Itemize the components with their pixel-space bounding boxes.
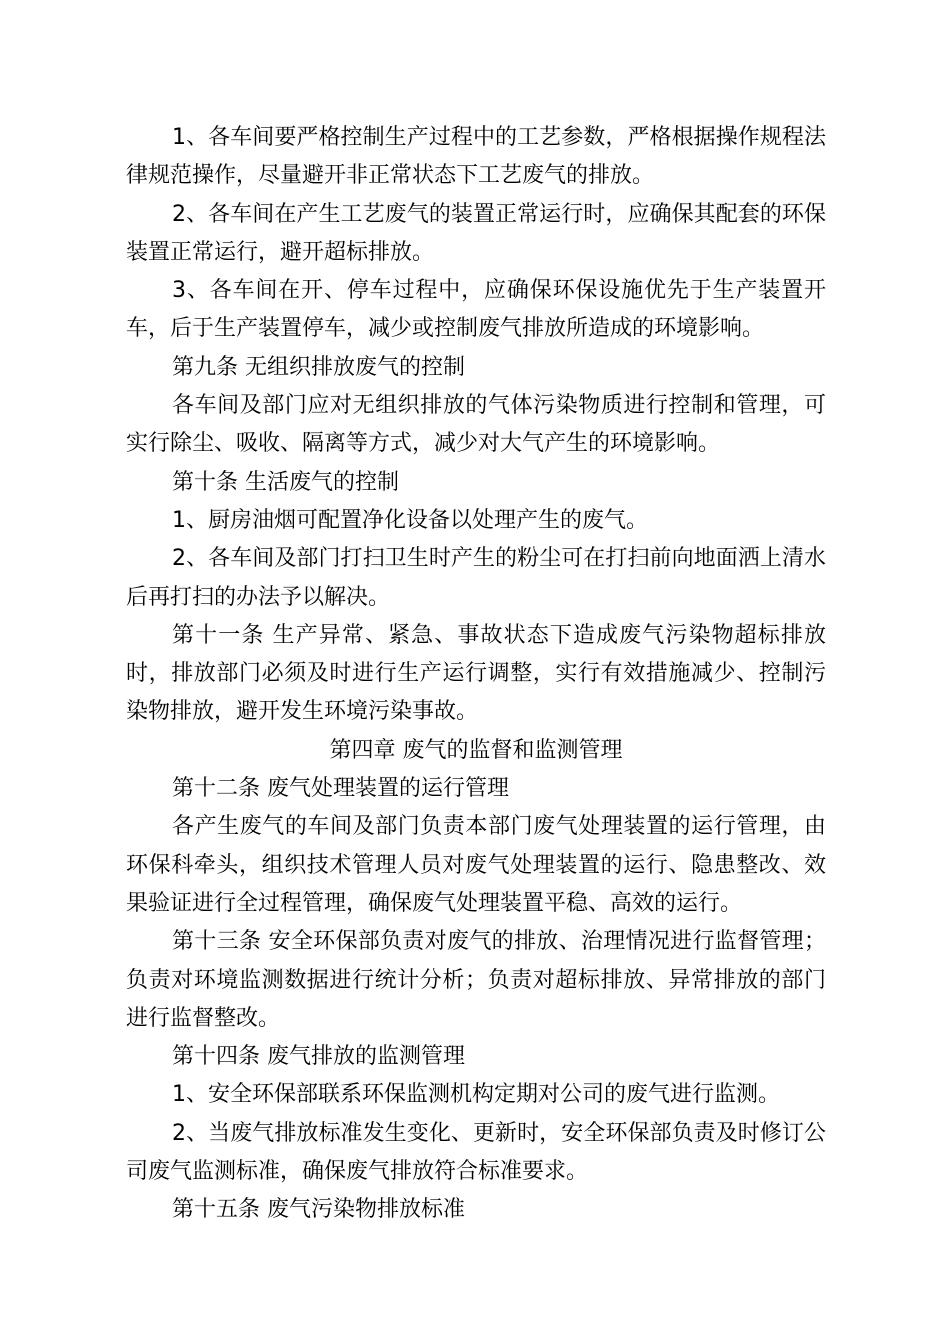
article-heading-14: 第十四条 废气排放的监测管理 [172,1044,465,1070]
paragraph-article-14-item-1: 1、安全环保部联系环保监测机构定期对公司的废气进行监测。 [172,1082,780,1108]
paragraph-item-1: 1、各车间要严格控制生产过程中的工艺参数，严格根据操作规程法律规范操作，尽量避开非正常状态下工艺废气的排放。 [126,125,826,189]
paragraph-article-9-body: 各车间及部门应对无组织排放的气体污染物质进行控制和管理，可实行除尘、吸收、隔离等方式，减少对大气产生的环境影响。 [126,393,826,457]
article-heading-12: 第十二条 废气处理装置的运行管理 [172,776,509,802]
paragraph-item-2: 2、各车间在产生工艺废气的装置正常运行时，应确保其配套的环保装置正常运行，避开超标排放。 [126,201,826,265]
article-heading-9: 第九条 无组织排放废气的控制 [172,354,465,380]
paragraph-article-12-body: 各产生废气的车间及部门负责本部门废气处理装置的运行管理，由环保科牵头，组织技术管理人员对废气处理装置的运行、隐患整改、效果验证进行全过程管理，确保废气处理装置平稳、高效的运行。 [126,814,826,916]
article-heading-10: 第十条 生活废气的控制 [172,469,399,495]
document-page [126,119,826,1230]
paragraph-item-3: 3、各车间在开、停车过程中，应确保环保设施优先于生产装置开车，后于生产装置停车，减少或控制废气排放所造成的环境影响。 [126,278,826,342]
paragraph-article-10-item-1: 1、厨房油烟可配置净化设备以处理产生的废气。 [172,507,648,533]
paragraph-article-11: 第十一条 生产异常、紧急、事故状态下造成废气污染物超标排放时，排放部门必须及时进行生产运行调整，实行有效措施减少、控制污染物排放，避开发生环境污染事故。 [126,622,826,725]
chapter-heading-4: 第四章 废气的监督和监测管理 [329,737,623,763]
paragraph-article-10-item-2: 2、各车间及部门打扫卫生时产生的粉尘可在打扫前向地面洒上清水后再打扫的办法予以解决。 [126,546,826,610]
article-heading-15: 第十五条 废气污染物排放标准 [172,1197,465,1223]
paragraph-article-14-item-2: 2、当废气排放标准发生变化、更新时，安全环保部负责及时修订公司废气监测标准，确保废气排放符合标准要求。 [126,1120,826,1185]
paragraph-article-13: 第十三条 安全环保部负责对废气的排放、治理情况进行监督管理；负责对环境监测数据进行统计分析；负责对超标排放、异常排放的部门进行监督整改。 [126,929,826,1031]
